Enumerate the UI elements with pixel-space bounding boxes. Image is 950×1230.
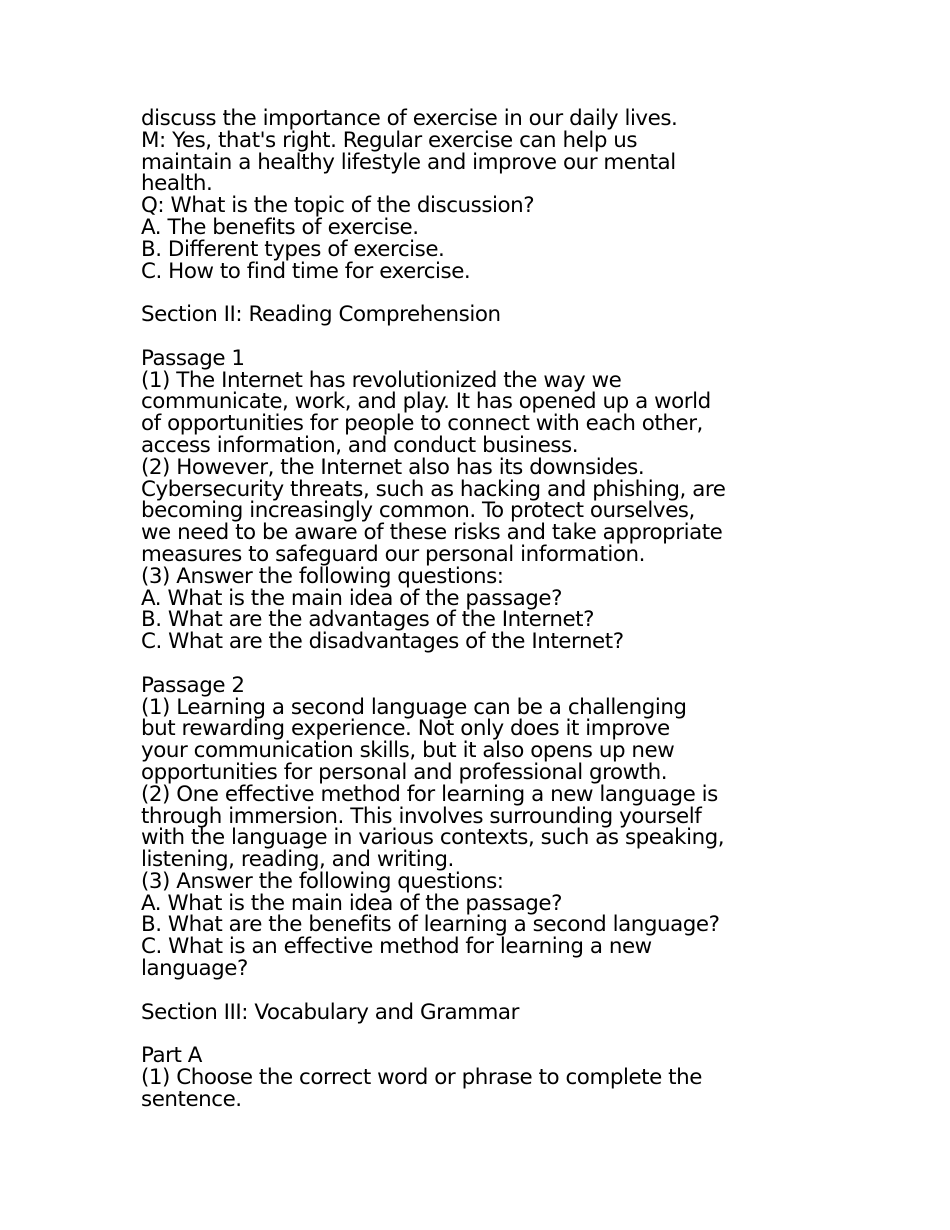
questions-intro: (3) Answer the following questions: [141,868,504,894]
question-a: A. What is the main idea of the passage? [141,890,562,916]
question-c: C. What are the disadvantages of the Internet? [141,629,624,655]
passage-title: Passage 1 [141,345,245,371]
answer-option-c: C. How to find time for exercise. [141,258,471,284]
passage-line: (2) However, the Internet also has its downsides. [141,454,645,480]
passage-title: Passage 2 [141,672,245,698]
document-page [141,108,841,1111]
passage-line: of opportunities for people to connect with each other, [141,411,703,437]
question-a: A. What is the main idea of the passage? [141,585,562,611]
questions-intro: (3) Answer the following questions: [141,563,504,589]
passage-line: becoming increasingly common. To protect ourselves, [141,498,695,524]
passage-line: opportunities for personal and professional growth. [141,759,668,785]
dialogue-line: health. [141,171,213,197]
part-a [141,1045,841,1110]
passage-line: communicate, work, and play. It has opened up a world [141,389,711,415]
passage-line: measures to safeguard our personal information. [141,541,646,567]
passage-line: with the language in various contexts, such as speaking, [141,825,725,851]
question-text: Q: What is the topic of the discussion? [141,193,535,219]
passage-line: but rewarding experience. Not only does it improve [141,716,670,742]
answer-option-a: A. The benefits of exercise. [141,214,419,240]
passage-line: (1) The Internet has revolutionized the way we [141,367,622,393]
passage-line: Cybersecurity threats, such as hacking and phishing, are [141,476,726,502]
passage-2 [141,672,841,982]
passage-line: through immersion. This involves surrounding yourself [141,803,702,829]
part-title: Part A [141,1043,202,1069]
spacer [141,980,841,1002]
passage-line: (2) One effective method for learning a new language is [141,781,718,807]
spacer [141,282,841,304]
section-heading: Section III: Vocabulary and Grammar [141,999,519,1025]
instruction-line: sentence. [141,1086,242,1112]
question-c: C. What is an effective method for learning a new [141,934,652,960]
question-b: B. What are the benefits of learning a second language? [141,912,720,938]
passage-line: access information, and conduct business. [141,432,579,458]
answer-option-b: B. Different types of exercise. [141,236,445,262]
passage-line: listening, reading, and writing. [141,847,454,873]
section-heading: Section II: Reading Comprehension [141,302,501,328]
passage-1 [141,345,841,655]
dialogue-line: maintain a healthy lifestyle and improve our mental [141,149,676,175]
instruction-line: (1) Choose the correct word or phrase to complete the [141,1065,702,1091]
spacer [141,653,841,675]
listening-question-block [141,108,841,282]
spacer [141,326,841,348]
spacer [141,1023,841,1045]
question-b: B. What are the advantages of the Internet? [141,607,595,633]
passage-line: (1) Learning a second language can be a challenging [141,694,687,720]
dialogue-line: M: Yes, that's right. Regular exercise can help us [141,127,638,153]
passage-line: we need to be aware of these risks and take appropriate [141,520,723,546]
dialogue-line: discuss the importance of exercise in our daily lives. [141,106,678,131]
question-c-continued: language? [141,956,248,982]
passage-line: your communication skills, but it also opens up new [141,738,675,764]
